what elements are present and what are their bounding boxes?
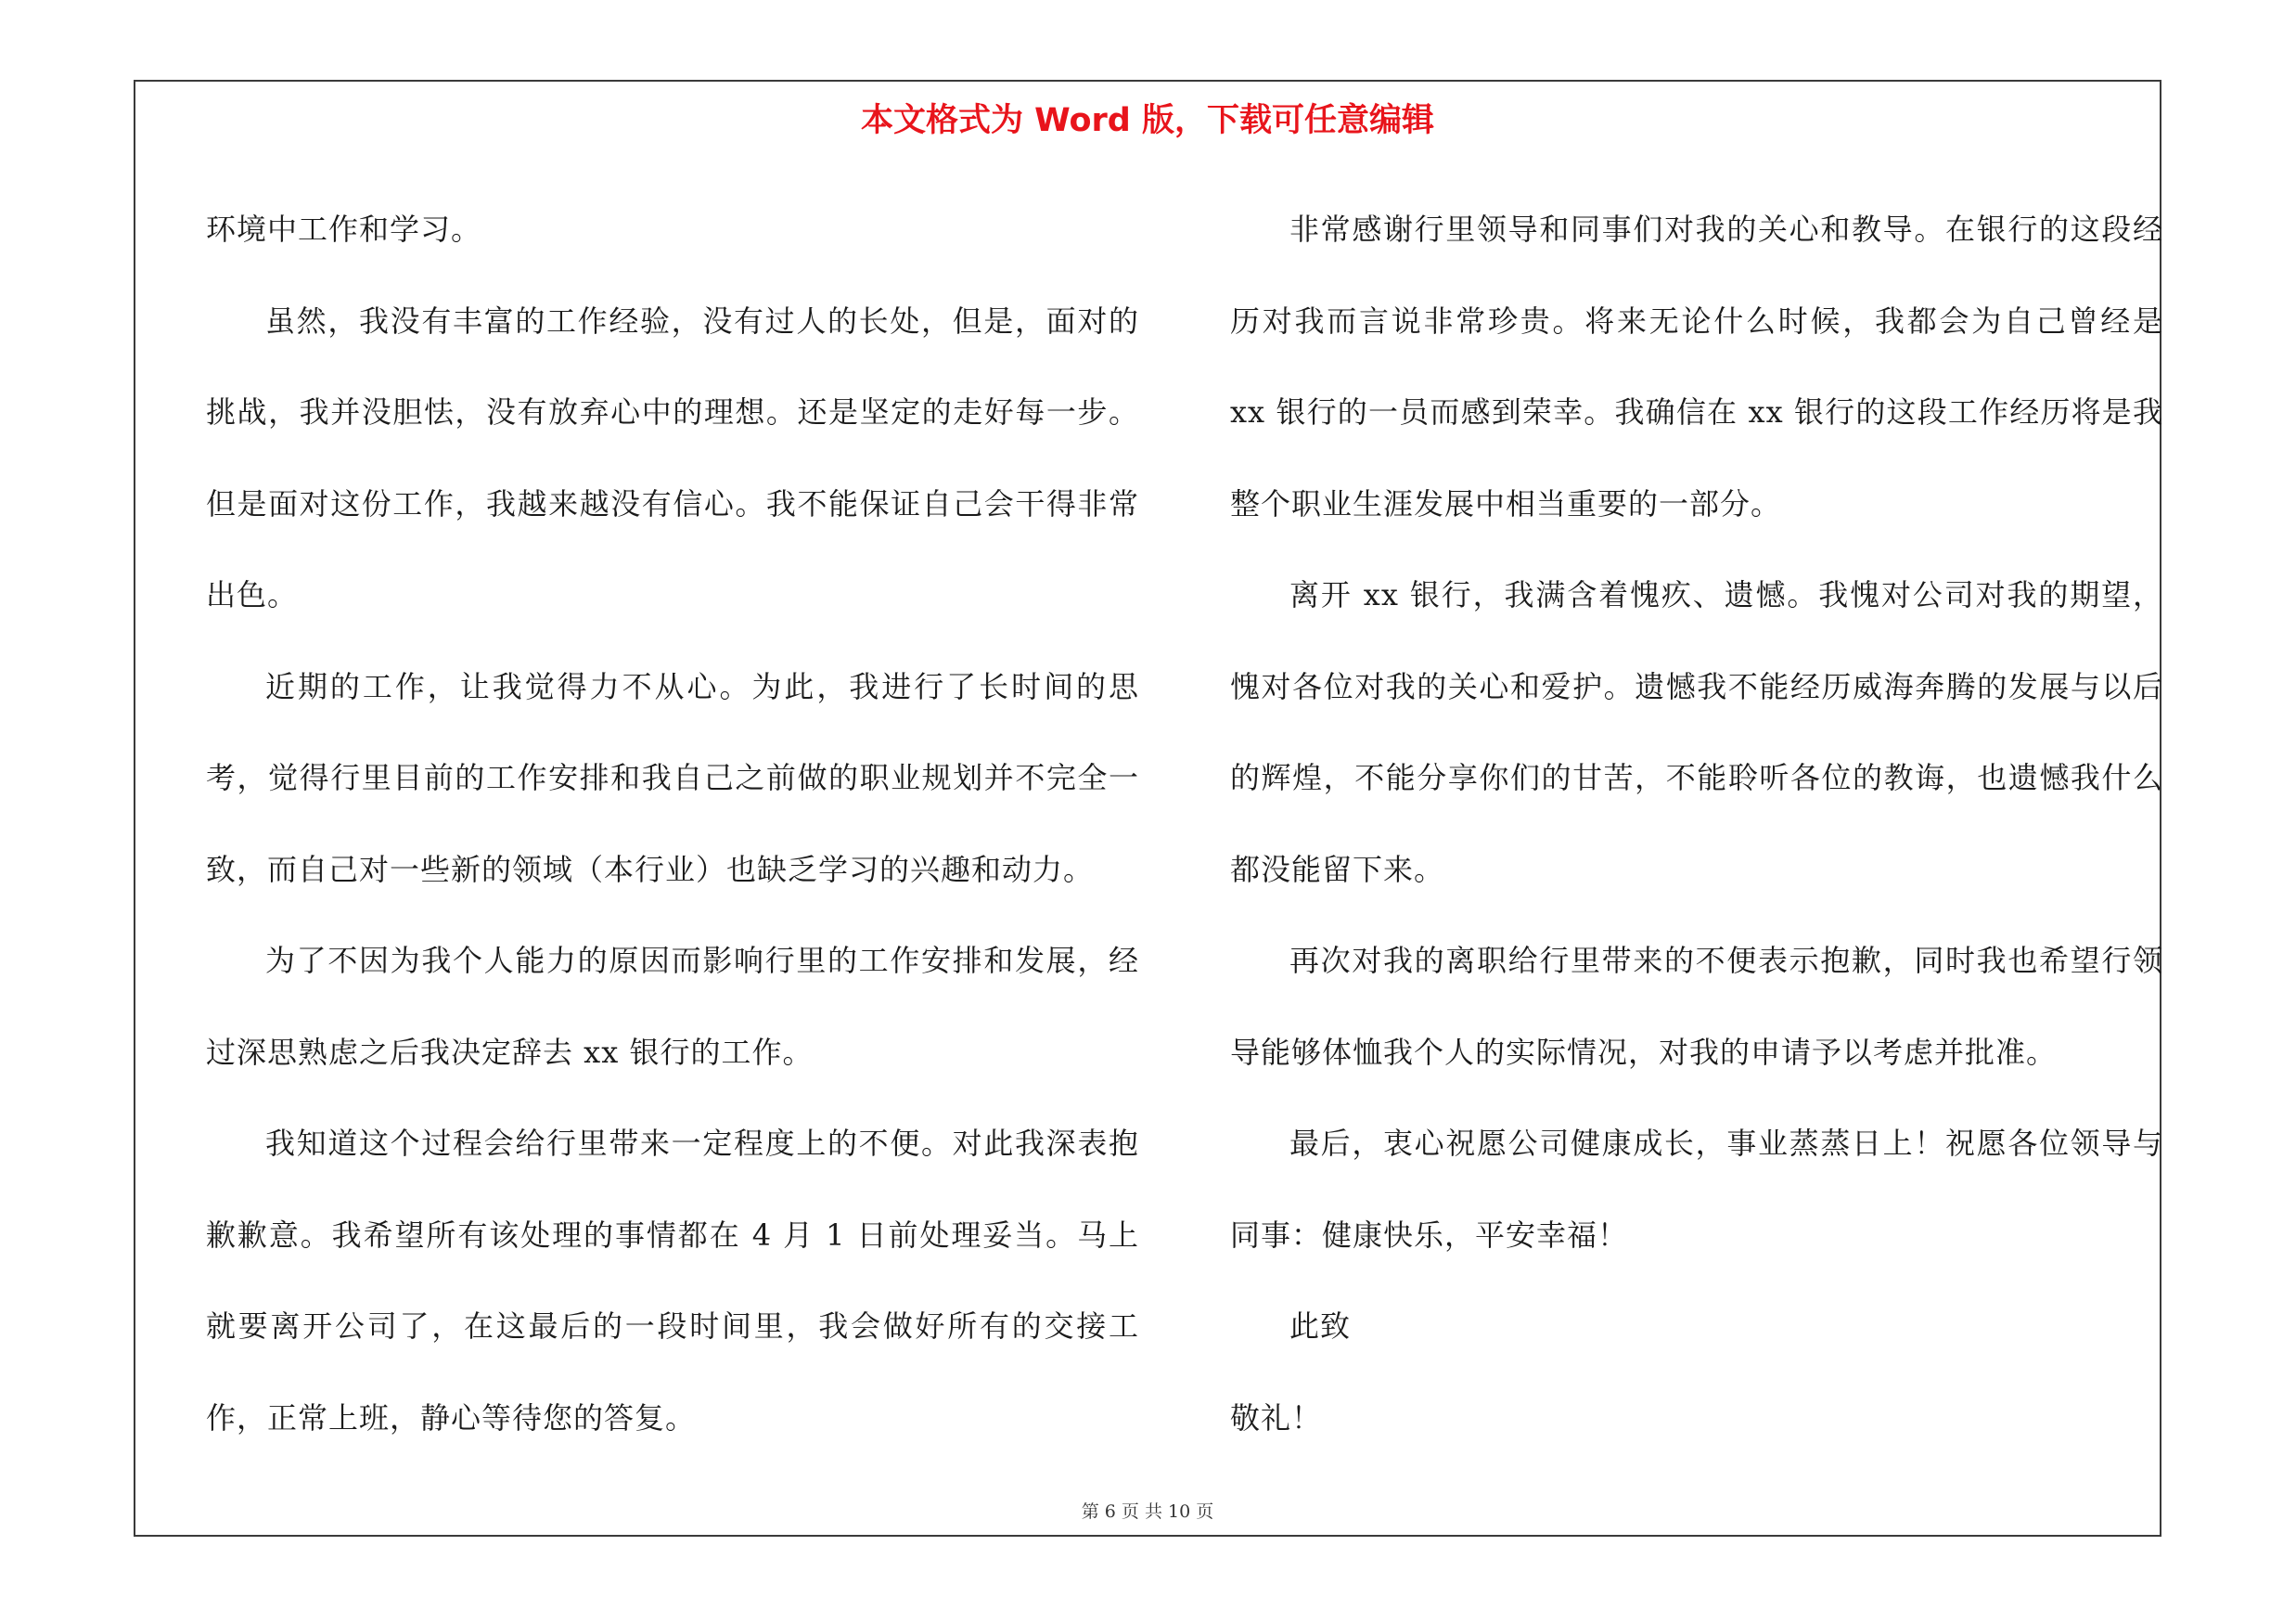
paragraph: 再次对我的离职给行里带来的不便表示抱歉，同时我也希望行领导能够体恤我个人的实际情况，对我的申请予以考虑并批准。 xyxy=(1230,943,2163,1070)
paragraph: 离开 xx 银行，我满含着愧疚、遗憾。我愧对公司对我的期望，愧对各位对我的关心和爱护。遗憾我不能经历威海奔腾的发展与以后的辉煌，不能分享你们的甘苦，不能聆听各位的教诲，也遗憾我什么都没能留下来。 xyxy=(1230,577,2163,887)
paragraph: 为了不因为我个人能力的原因而影响行里的工作安排和发展，经过深思熟虑之后我决定辞去 xx 银行的工作。 xyxy=(206,943,1139,1070)
closing-salutation: 此致 xyxy=(1289,1308,1352,1344)
closing-regards: 敬礼！ xyxy=(1230,1399,1323,1436)
page-number-footer: 第 6 页 共 10 页 xyxy=(1081,1501,1214,1522)
paragraph: 虽然，我没有丰富的工作经验，没有过人的长处，但是，面对的挑战，我并没胆怯，没有放弃心中的理想。还是坚定的走好每一步。但是面对这份工作，我越来越没有信心。我不能保证自己会干得非常出色。 xyxy=(206,303,1139,612)
document-page xyxy=(134,80,2161,1537)
left-text-column xyxy=(206,184,1139,1463)
paragraph: 近期的工作，让我觉得力不从心。为此，我进行了长时间的思考，觉得行里目前的工作安排和我自己之前做的职业规划并不完全一致，而自己对一些新的领域（本行业）也缺乏学习的兴趣和动力。 xyxy=(206,668,1139,887)
paragraph: 环境中工作和学习。 xyxy=(206,212,482,247)
paragraph: 最后，衷心祝愿公司健康成长，事业蒸蒸日上！祝愿各位领导与同事：健康快乐，平安幸福！ xyxy=(1230,1126,2163,1253)
format-notice-banner: 本文格式为 Word 版，下载可任意编辑 xyxy=(860,102,1435,139)
paragraph: 非常感谢行里领导和同事们对我的关心和教导。在银行的这段经历对我而言说非常珍贵。将来无论什么时候，我都会为自己曾经是 xx 银行的一员而感到荣幸。我确信在 xx 银行的这段工作经历将是我整个职业生涯发展中相当重要的一部分。 xyxy=(1230,212,2163,522)
paragraph: 我知道这个过程会给行里带来一定程度上的不便。对此我深表抱歉歉意。我希望所有该处理的事情都在 4 月 1 日前处理妥当。马上就要离开公司了，在这最后的一段时间里，我会做好所有的交接工作，正常上班，静心等待您的答复。 xyxy=(206,1126,1139,1436)
right-text-column xyxy=(1230,184,2163,1463)
